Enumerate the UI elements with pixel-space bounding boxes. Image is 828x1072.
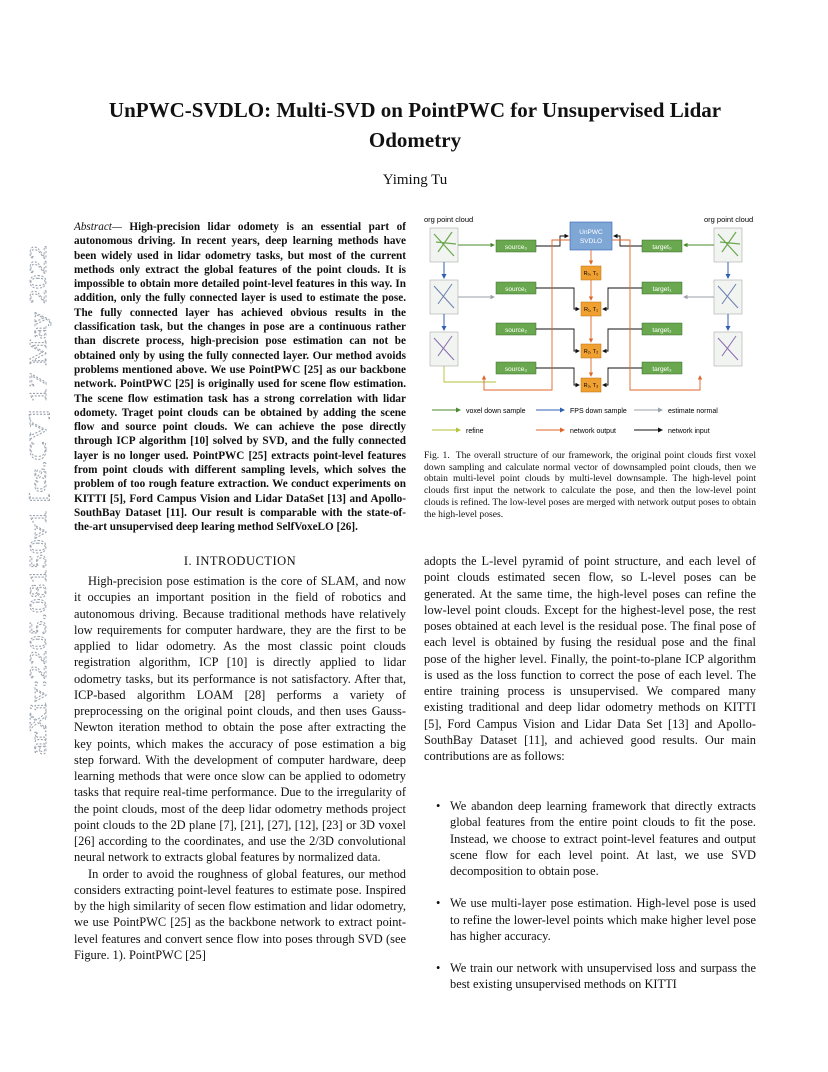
bullet-icon: • xyxy=(436,961,441,975)
network-box xyxy=(570,222,612,250)
list-item xyxy=(436,798,756,879)
right-point-clouds xyxy=(714,228,742,366)
list-item xyxy=(436,960,756,993)
caption-text: The overall structure of our framework, the original point clouds first voxel down sampling and calculate normal vector of downsampled point clouds, then we obtain multi-level point clouds by multi-level downsample. The high-level point clouds first input the network to calculate the pose, and then the low-level point clouds is refined. The low-level poses are merged with network output poses to obtain the high-level poses. xyxy=(424,450,756,520)
figure-diagram xyxy=(424,212,756,447)
intro-right-paragraph: adopts the L-level pyramid of point structure, and each level of point clouds estimated secen flow, so L-level poses can be generated. At the same time, the high-level poses can refine the low-level point clouds. Except for the highest-level pose, the rest poses obtained at each level is the residual pose. The final pose of each level is obtained by fusing the residual pose and the final pose of the higher level. Finally, the point-to-plane ICP algorithm is used as the loss function to correct the pose of each level. The entire training process is unsupervised. We compared many existing traditional and deep lidar odometry methods on KITTI [5], Ford Campus Vision and Lidar Data Set [13] and Apollo-SouthBay Dataset [11], and achieved good results. Our main contributions are as follows: xyxy=(424,554,756,763)
legend-network-output: network output xyxy=(570,428,616,435)
target-3-label: target₃ xyxy=(652,366,672,373)
source-3-label: source₃ xyxy=(504,366,528,373)
pose-1-label: R₁, T₁ xyxy=(584,307,598,313)
legend-network-input: network input xyxy=(668,428,710,435)
contributions-list xyxy=(436,798,756,1009)
fig-left-label: org point cloud xyxy=(424,215,474,224)
source-2-label: source₂ xyxy=(504,327,528,334)
target-0-label: target₀ xyxy=(652,244,672,251)
arxiv-stamp-text: arXiv:2205.08150v1 [cs.CV] 17 May 2022 xyxy=(26,340,52,755)
contribution-2-text: We use multi-layer pose estimation. High-level pose is used to refine the lower-level points which make higher level pose has higher accuracy. xyxy=(450,896,756,943)
bullet-icon: • xyxy=(436,799,441,813)
figure-caption xyxy=(424,450,756,520)
left-point-clouds xyxy=(430,228,458,366)
figure-1 xyxy=(424,212,756,447)
network-box-line-1: UnPWC xyxy=(579,229,603,236)
source-1-label: source₁ xyxy=(505,286,527,293)
contribution-1-text: We abandon deep learning framework that directly extracts global features from the entire point clouds to fit the pose. Instead, we choose to extract point-level features and output scene flow for each level point. At last, we use SVD decomposition to obtain pose. xyxy=(450,799,756,878)
target-1-label: target₁ xyxy=(652,286,672,293)
intro-paragraph-2: In order to avoid the roughness of global features, our method considers extracting point-level features to estimate pose. Inspired by the high similarity of secen flow estimation and lidar odometry, we use PointPWC [25] as the backbone network to extract point-level features and convert sence flow into poses through SVD (see Figure. 1). PointPWC [25] xyxy=(74,866,406,962)
arxiv-stamp-svg xyxy=(16,240,56,760)
legend-fps-down-sample: FPS down sample xyxy=(570,408,627,415)
pose-0-label: R₀, T₀ xyxy=(583,271,599,277)
intro-left-column xyxy=(74,573,406,963)
legend-refine: refine xyxy=(466,428,484,435)
legend-voxel-down-sample: voxel down sample xyxy=(466,408,526,415)
arxiv-stamp xyxy=(16,240,56,760)
source-0-label: source₀ xyxy=(504,244,528,251)
legend-estimate-normal: estimate normal xyxy=(668,408,718,415)
target-boxes xyxy=(642,240,682,374)
abstract-lead: Abstract— xyxy=(74,221,122,233)
bullet-icon: • xyxy=(436,896,441,911)
fig-right-label: org point cloud xyxy=(704,215,754,224)
source-boxes xyxy=(496,240,536,374)
network-box-line-2: SVDLO xyxy=(579,238,603,245)
paper-author: Yiming Tu xyxy=(382,172,448,188)
figure-legend xyxy=(432,408,718,435)
pose-3-label: R₃, T₃ xyxy=(583,383,599,389)
list-item xyxy=(436,895,756,944)
intro-right-column xyxy=(424,553,756,764)
section-heading: I. INTRODUCTION xyxy=(183,554,297,568)
intro-paragraph-1: High-precision pose estimation is the core of SLAM, and now it occupies an important position in the field of robotics and autonomous driving. Because traditional methods have relatively low requirements for computer hardware, they are the first to be applied to lidar odometry. As the most classic point clouds registration algorithm, ICP [10] is directly applied to lidar odometry tasks, but its performance is not satisfactory. After that, ICP-based algorithm LOAM [28] performs a variety of preprocessing on the original point clouds, and then uses Gauss-Newton iteration method to obtain the pose after extracting the key points, which makes the accuracy of pose estimation a big step forward. With the development of computer hardware, deep learning methods that were once slow can be applied to odometry tasks that require real-time performance. Due to the irregularity of the point clouds, most of the deep lidar odometry methods project point clouds to the 2D plane [7], [21], [27], [12], [23] or 3D voxel [26] according to the coordinates, and use the 2/3D convolutional neural network to extracts global features by normalized data. xyxy=(74,574,406,865)
abstract-text: High-precision lidar odomety is an essential part of autonomous driving. In recent years, deep learning methods have been widely used in lidar odometry tasks, but most of the current methods only extract the global features of the point clouds. It is impossible to obtain more detailed point-level features in this way. In addition, only the fully connected layer is used to estimate the pose. The fully connected layer has achieved obvious results in the classification task, but the changes in pose are a continuous rather than discrete process, high-precision pose estimation can not be obtained only by using the fully connected layer. Our method avoids problems mentioned above. We use PointPWC [25] as our backbone network. PointPWC [25] is originally used for scene flow estimation. The scene flow estimation task has a strong correlation with lidar odomety. Traget point clouds can be obtained by adding the scene flow and source point clouds. We can achieve the pose directly through ICP algorithm [10] solved by SVD, and the fully connected layer is no longer used. PointPWC [25] extracts point-level features from point clouds with different sampling levels, which solves the problem of too rough feature extraction. We conduct experiments on KITTI [5], Ford Campus Vision and Lidar DataSet [13] and Apollo-SouthBay Dataset [11]. Our result is comparable with the state-of-the-art unsupervised deep learing method SelfVoxeLO [26]. xyxy=(74,221,406,534)
pose-2-label: R₂, T₂ xyxy=(583,349,599,355)
target-2-label: target₂ xyxy=(652,327,672,334)
abstract xyxy=(74,220,406,535)
contribution-3-text: We train our network with unsupervised loss and surpass the best existing unsupervised methods on KITTI xyxy=(450,961,756,992)
paper-title: UnPWC-SVDLO: Multi-SVD on PointPWC for Unsupervised Lidar Odometry xyxy=(108,98,722,152)
figure-number: Fig. 1. xyxy=(424,450,450,461)
